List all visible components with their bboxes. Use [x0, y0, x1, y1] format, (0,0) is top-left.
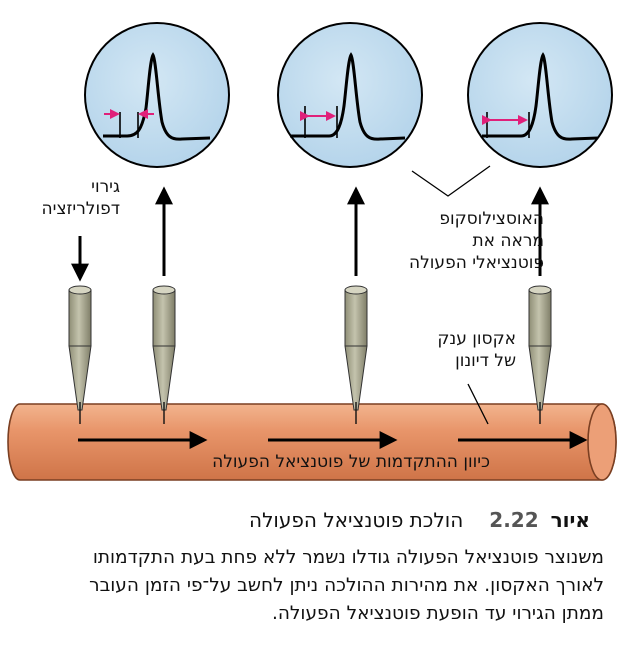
- oscilloscope-label-line2: מראה את: [472, 231, 544, 251]
- stimulus-label-line1: גירוי: [91, 177, 120, 197]
- figure-title: הולכת פוטנציאל הפעולה: [249, 508, 464, 532]
- axon-label: [400, 328, 516, 372]
- caption-line-3: ממתן הגירוי עד הופעת פוטנציאל הפעולה.: [271, 603, 604, 624]
- axon-label-line1: אקסון ענק: [437, 329, 516, 349]
- figure-word: איור: [550, 508, 590, 532]
- oscilloscope-label-line3: פוטנציאלי הפעולה: [409, 253, 544, 273]
- oscilloscope-label-line1: האוסצילוסקופ: [439, 209, 544, 229]
- caption-title: [249, 508, 590, 532]
- propagation-direction-label: כיוון ההתקדמות של פוטנציאל הפעולה: [212, 452, 490, 472]
- caption-line-1: משנוצר פוטנציאל הפעולה גודלו נשמר ללא פחת בעת התקדמותו: [92, 547, 604, 568]
- oscilloscope-label: [340, 208, 544, 274]
- figure-number: 2.22: [489, 508, 539, 532]
- oscilloscope-1: [85, 23, 229, 167]
- oscilloscope-callout: [412, 166, 490, 196]
- oscilloscope-3: [468, 23, 612, 167]
- oscilloscope-2: [278, 23, 422, 167]
- axon-label-line2: של דיונון: [455, 351, 516, 371]
- caption-body: [14, 544, 604, 628]
- stimulus-label-line2: דפולריזציה: [41, 199, 120, 219]
- stimulus-label: [20, 176, 120, 220]
- caption-line-2: לאורך האקסון. את מהירות ההולכה ניתן לחשב על־פי הזמן העובר: [89, 575, 604, 596]
